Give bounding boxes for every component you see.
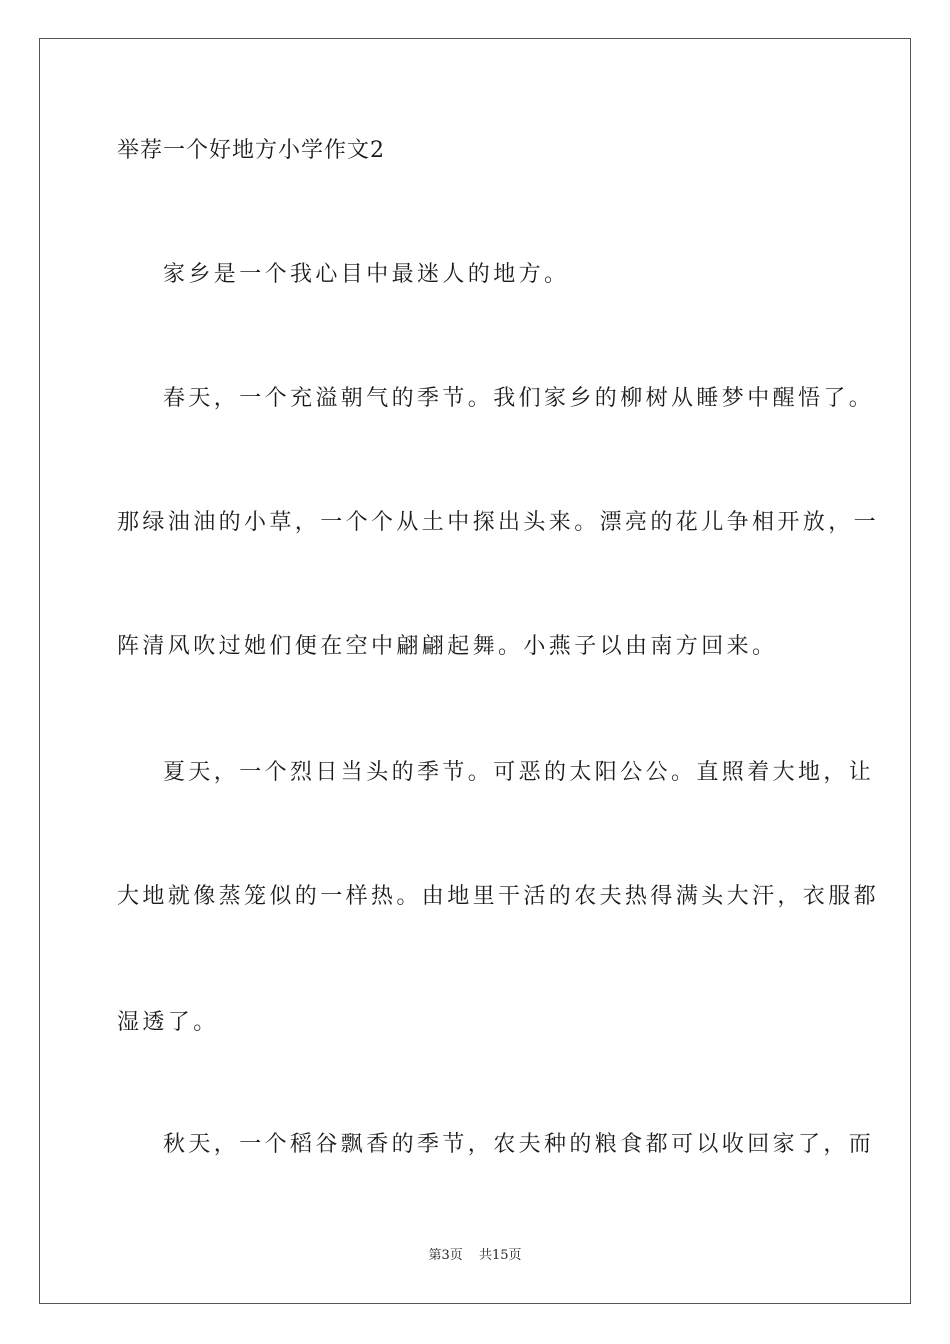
paragraph-line: 湿透了。 <box>117 1010 219 1035</box>
paragraph-line: 秋天，一个稻谷飘香的季节，农夫种的粮食都可以收回家了，而 <box>163 1132 875 1157</box>
page-footer <box>0 1249 950 1262</box>
paragraph-line: 那绿油油的小草，一个个从土中探出头来。漂亮的花儿争相开放，一 <box>117 510 880 535</box>
paragraph-line: 大地就像蒸笼似的一样热。由地里干活的农夫热得满头大汗，衣服都 <box>117 884 880 909</box>
page-number: 第3页 <box>428 1248 463 1263</box>
paragraph-line: 春天，一个充溢朝气的季节。我们家乡的柳树从睡梦中醒悟了。 <box>163 386 875 411</box>
paragraph-line: 家乡是一个我心目中最迷人的地方。 <box>163 262 570 287</box>
page-total: 共15页 <box>478 1248 522 1263</box>
document-title: 举荐一个好地方小学作文2 <box>117 138 385 163</box>
page-border <box>39 38 911 1304</box>
paragraph-line: 夏天，一个烈日当头的季节。可恶的太阳公公。直照着大地，让 <box>163 760 875 785</box>
paragraph-line: 阵清风吹过她们便在空中翩翩起舞。小燕子以由南方回来。 <box>117 634 778 659</box>
